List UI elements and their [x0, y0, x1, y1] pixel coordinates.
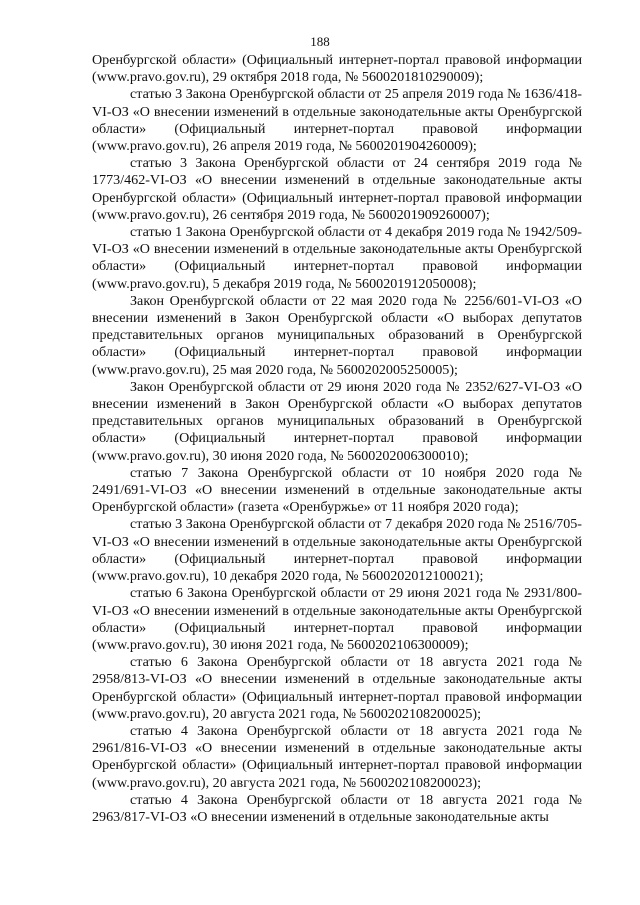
paragraph: статью 3 Закона Оренбургской области от 24 сентября 2019 года № 1773/462-VI-ОЗ «О внесении изменений в отдельные законодательные акты Оренбургской области» (Официальный интернет-портал правовой информации (www.pravo.gov.ru), 26 сентября 2019 года, № 5600201909260007);	[92, 155, 582, 223]
paragraph-truncated: статью 4 Закона Оренбургской области от 18 августа 2021 года № 2963/817-VI-ОЗ «О внесении изменений в отдельные законодательные акты	[92, 791, 582, 825]
paragraph: статью 3 Закона Оренбургской области от 25 апреля 2019 года № 1636/418-VI-ОЗ «О внесении изменений в отдельные законодательные акты Оренбургской области» (Официальный интернет-портал правовой информации (www.pravo.gov.ru), 26 апреля 2019 года, № 5600201904260009);	[92, 86, 582, 155]
paragraph: статью 3 Закона Оренбургской области от 7 декабря 2020 года № 2516/705-VI-ОЗ «О внесении изменений в отдельные законодательные акты Оренбургской области» (Официальный интернет-портал правовой информации (www.pravo.gov.ru), 10 декабря 2020 года, № 5600202012100021);	[92, 516, 582, 585]
paragraph: статью 4 Закона Оренбургской области от 18 августа 2021 года № 2961/816-VI-ОЗ «О внесении изменений в отдельные законодательные акты Оренбургской области» (Официальный интернет-портал правовой информации (www.pravo.gov.ru), 20 августа 2021 года, № 5600202108200023);	[92, 722, 582, 791]
paragraph: статью 6 Закона Оренбургской области от 18 августа 2021 года № 2958/813-VI-ОЗ «О внесении изменений в отдельные законодательные акты Оренбургской области» (Официальный интернет-портал правовой информации (www.pravo.gov.ru), 20 августа 2021 года, № 5600202108200025);	[92, 654, 582, 722]
paragraph: статью 6 Закона Оренбургской области от 29 июня 2021 года № 2931/800-VI-ОЗ «О внесении изменений в отдельные законодательные акты Оренбургской области» (Официальный интернет-портал правовой информации (www.pravo.gov.ru), 30 июня 2021 года, № 5600202106300009);	[92, 585, 582, 653]
body-text	[92, 52, 582, 826]
paragraph: статью 7 Закона Оренбургской области от 10 ноября 2020 года № 2491/691-VI-ОЗ «О внесении изменений в отдельные законодательные акты Оренбургской области» (газета «Оренбуржье» от 11 ноября 2020 года);	[92, 464, 582, 516]
paragraph-continued: Оренбургской области» (Официальный интернет-портал правовой информации (www.pravo.gov.ru), 29 октября 2018 года, № 5600201810290009);	[92, 52, 582, 86]
page-number: 188	[310, 34, 330, 49]
paragraph: Закон Оренбургской области от 29 июня 2020 года № 2352/627-VI-ОЗ «О внесении изменений в Закон Оренбургской области «О выборах депутатов представительных органов муниципальных образований в Оренбургской области» (Официальный интернет-портал правовой информации (www.pravo.gov.ru), 30 июня 2020 года, № 5600202006300010);	[92, 378, 582, 464]
paragraph: статью 1 Закона Оренбургской области от 4 декабря 2019 года № 1942/509-VI-ОЗ «О внесении изменений в отдельные законодательные акты Оренбургской области» (Официальный интернет-портал правовой информации (www.pravo.gov.ru), 5 декабря 2019 года, № 5600201912050008);	[92, 224, 582, 292]
paragraph: Закон Оренбургской области от 22 мая 2020 года № 2256/601-VI-ОЗ «О внесении изменений в Закон Оренбургской области «О выборах депутатов представительных органов муниципальных образований в Оренбургской области» (Официальный интернет-портал правовой информации (www.pravo.gov.ru), 25 мая 2020 года, № 5600202005250005);	[92, 292, 582, 378]
